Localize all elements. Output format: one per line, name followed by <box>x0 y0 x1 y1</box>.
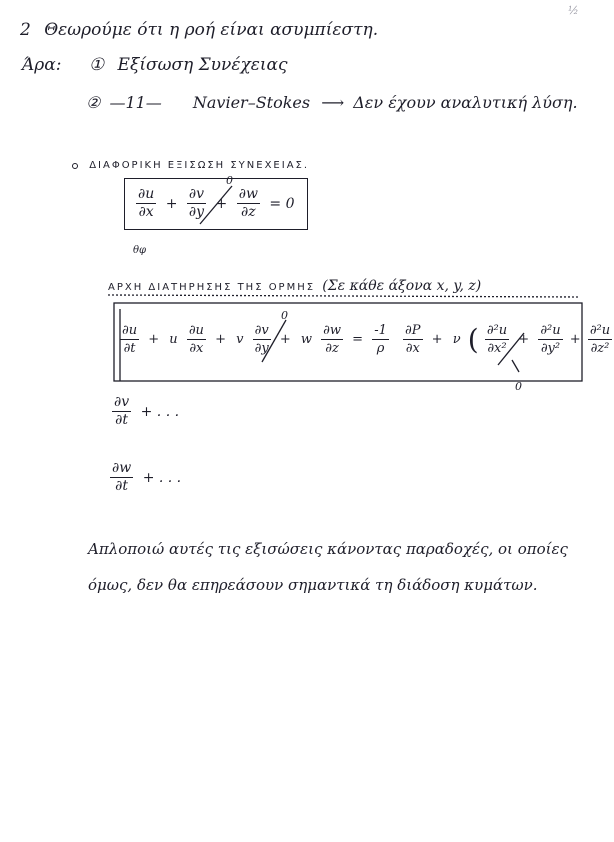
term-denominator: ∂x <box>405 341 420 356</box>
term-numerator: -1 <box>374 323 387 338</box>
term-numerator: ∂u <box>138 186 155 202</box>
ditto-mark: —11— <box>109 93 162 112</box>
plus-sign: + <box>165 195 178 212</box>
continuity-term-dv-dy <box>187 186 206 221</box>
term-denominator: ∂z² <box>590 341 610 356</box>
term-denominator: ∂t <box>123 341 136 356</box>
momentum-term-minus-one-over-rho <box>372 322 389 357</box>
cancel-arrow <box>512 360 519 372</box>
term-numerator: ∂u <box>188 323 204 338</box>
continuity-term-dw-dz <box>237 186 260 221</box>
equals-zero: = 0 <box>269 195 295 212</box>
problem-number: 2 <box>20 20 31 40</box>
plus-sign: + <box>569 332 581 347</box>
term-denominator: ∂y <box>188 204 205 220</box>
cancel-zero-bottom: 0 <box>515 380 522 393</box>
term-numerator: ∂²u <box>589 323 611 338</box>
header-line-1 <box>20 20 378 40</box>
equals-sign: = <box>352 332 364 347</box>
therefore-label: Άρα: <box>22 55 62 75</box>
momentum-heading <box>108 278 481 294</box>
coefficient-w: w <box>300 332 313 347</box>
plus-sign: + <box>215 332 226 347</box>
ellipsis-text: + . . . <box>142 469 182 486</box>
term-numerator: ∂²u <box>486 323 508 338</box>
momentum-heading-note: (Σε κάθε άξονα x, y, z) <box>322 278 482 294</box>
term-numerator: ∂v <box>188 186 205 202</box>
coefficient-nu: ν <box>452 332 461 347</box>
momentum-term-dv-dy <box>253 322 271 357</box>
continuity-heading-text: ΔΙΑΦΟΡΙΚΗ ΕΞΙΣΩΣΗ ΣΥΝΕΧΕΙΑΣ. <box>89 160 310 171</box>
momentum-y-equation <box>110 394 182 429</box>
momentum-term-d2u-dx2 <box>485 322 509 357</box>
term-denominator: ∂z <box>325 341 339 356</box>
momentum-z-term <box>110 460 133 495</box>
coefficient-u: u <box>169 332 178 347</box>
item-2-text: Navier–Stokes <box>192 93 311 112</box>
continuity-cancel-zero: 0 <box>226 174 233 187</box>
term-numerator: ∂²u <box>540 323 561 338</box>
term-numerator: ∂v <box>114 394 130 410</box>
momentum-term-dp-dx <box>403 322 422 357</box>
term-denominator: ρ <box>376 341 385 356</box>
momentum-term-du-dt <box>120 322 139 357</box>
term-numerator: ∂w <box>112 460 132 476</box>
term-denominator: ∂z <box>241 204 256 220</box>
coefficient-v: v <box>236 332 244 347</box>
momentum-x-equation <box>118 322 614 357</box>
term-denominator: ∂x² <box>487 341 507 356</box>
term-numerator: ∂u <box>122 323 138 338</box>
bullet-icon <box>72 163 78 169</box>
conclusion-line-2: όμως, δεν θα επηρεάσουν σημαντικά τη διάδοση κυμάτων. <box>88 576 538 594</box>
term-numerator: ∂w <box>323 323 342 338</box>
ellipsis-text: + . . . <box>140 403 180 420</box>
term-numerator: ∂P <box>405 323 421 338</box>
arrow-icon: ⟶ <box>321 93 345 112</box>
momentum-term-d2u-dy2 <box>538 322 562 357</box>
assumption-text: Θεωρούμε ότι η ροή είναι ασυμπίεστη. <box>44 20 379 40</box>
momentum-term-dw-dz <box>321 322 343 357</box>
continuity-equation <box>134 186 297 221</box>
plus-sign: + <box>215 195 228 212</box>
header-line-2 <box>22 55 288 75</box>
item-2-number: ② <box>86 93 101 112</box>
continuity-term-du-dx <box>136 186 156 221</box>
plus-sign: + <box>279 332 291 347</box>
term-numerator: ∂v <box>254 323 269 338</box>
term-denominator: ∂y <box>254 341 269 356</box>
corner-mark: ½ <box>568 4 579 17</box>
term-denominator: ∂t <box>115 412 129 428</box>
open-bracket: ( <box>467 323 479 356</box>
term-numerator: ∂w <box>238 186 258 202</box>
term-denominator: ∂t <box>115 478 129 494</box>
term-denominator: ∂y² <box>540 341 561 356</box>
plus-sign: + <box>518 332 530 347</box>
term-denominator: ∂x <box>189 341 204 356</box>
plus-sign: + <box>148 332 160 347</box>
momentum-heading-text: ΑΡΧΗ ΔΙΑΤΗΡΗΣΗΣ ΤΗΣ ΟΡΜΗΣ <box>108 282 316 293</box>
plus-sign: + <box>431 332 443 347</box>
momentum-z-equation <box>108 460 184 495</box>
item-2-result: Δεν έχουν αναλυτική λύση. <box>353 93 578 112</box>
heading-underline <box>108 295 580 297</box>
header-line-3 <box>86 93 578 112</box>
scribble-mark: θφ <box>133 245 147 256</box>
item-1-number: ① <box>88 55 105 75</box>
momentum-term-du-dx <box>187 322 206 357</box>
term-denominator: ∂x <box>138 204 154 220</box>
momentum-term-d2u-dz2 <box>588 322 612 357</box>
item-1-text: Εξίσωση Συνέχειας <box>117 55 288 75</box>
continuity-heading <box>72 160 309 171</box>
cancel-zero-top: 0 <box>281 309 288 322</box>
conclusion-line-1: Απλοποιώ αυτές τις εξισώσεις κάνοντας παραδοχές, οι οποίες <box>88 540 568 558</box>
momentum-y-term <box>112 394 131 429</box>
